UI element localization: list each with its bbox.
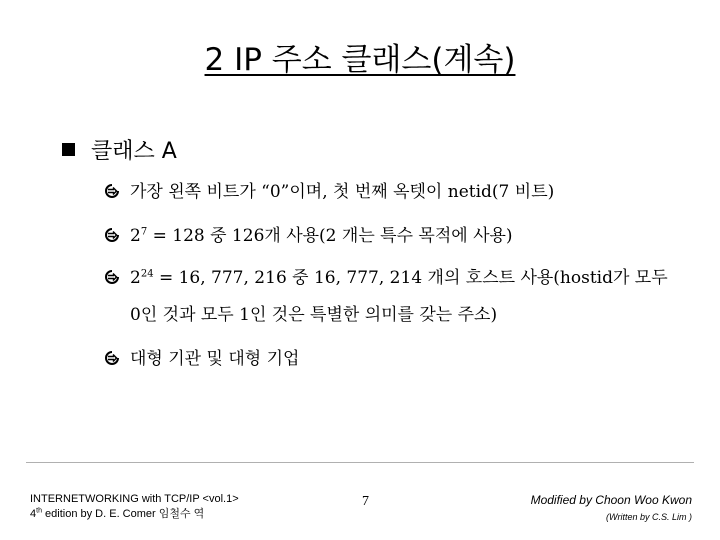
- edition-rest: edition by D. E. Comer 임철수 역: [41, 508, 205, 520]
- circled-arrow-icon: [104, 350, 120, 366]
- page-number: 7: [362, 494, 369, 509]
- footer-edition: [30, 507, 239, 522]
- power-base: 2: [130, 268, 141, 288]
- bullet-item-2: [104, 225, 513, 247]
- section-heading: [62, 134, 177, 164]
- bullet-text: 대형 기관 및 대형 기업: [130, 349, 300, 369]
- circled-arrow-icon: [104, 227, 120, 243]
- footer-modified-by: Modified by Choon Woo Kwon: [530, 493, 692, 507]
- power-base: 2: [130, 226, 141, 246]
- bullet-text: 가장 왼쪽 비트가 “0”이며, 첫 번째 옥텟이 netid(7 비트): [130, 182, 555, 202]
- slide-title: [0, 40, 720, 80]
- bullet-continuation: 0인 것과 모두 1인 것은 특별한 의미를 갖는 주소): [130, 305, 498, 325]
- footer-book-info: [30, 492, 239, 522]
- power-exponent: 7: [140, 226, 148, 238]
- bullet-text: [130, 267, 668, 289]
- section-heading-text: 클래스 A: [91, 138, 177, 164]
- edition-suffix: th: [36, 507, 42, 515]
- bullet-text-rest: = 16, 777, 216 중 16, 777, 214 개의 호스트 사용(hostid가 모두: [153, 268, 668, 288]
- bullet-item-1: [104, 181, 554, 203]
- footer-written-by: (Written by C.S. Lim ): [605, 512, 692, 522]
- power-exponent: 24: [140, 268, 154, 280]
- footer-divider: [26, 462, 694, 463]
- black-square-icon: [62, 143, 75, 156]
- slide-title-text: 2 IP 주소 클래스(계속): [204, 42, 516, 78]
- circled-arrow-icon: [104, 269, 120, 285]
- bullet-item-3: [104, 267, 668, 289]
- circled-arrow-icon: [104, 183, 120, 199]
- bullet-text: [130, 225, 513, 247]
- edition-number: 4: [30, 508, 37, 520]
- footer-book-title: INTERNETWORKING with TCP/IP <vol.1>: [30, 493, 239, 505]
- bullet-item-4: [104, 348, 299, 370]
- bullet-text-rest: = 128 중 126개 사용(2 개는 특수 목적에 사용): [147, 226, 513, 246]
